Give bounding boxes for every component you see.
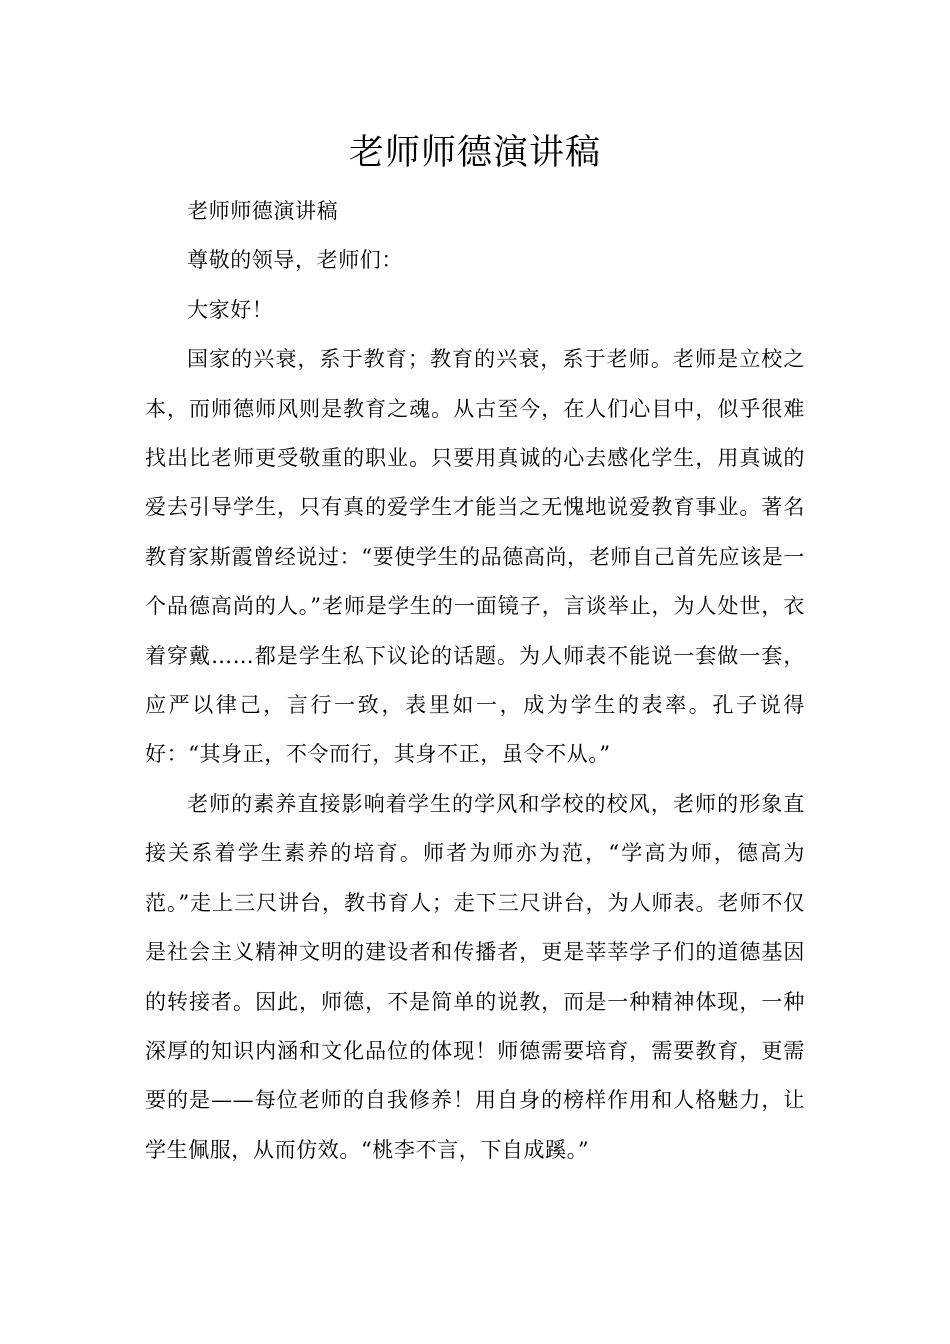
paragraph-salutation: 尊敬的领导，老师们：	[187, 248, 403, 273]
paragraph-subtitle: 老师师德演讲稿	[187, 199, 339, 223]
paragraph-body-1: 国家的兴衰，系于教育；教育的兴衰，系于老师。老师是立校之本，而师德师风则是教育之魂。从古至今，在人们心目中，似乎很难找出比老师更受敬重的职业。只要用真诚的心去感化学生，用真诚的爱去引导学生，只有真的爱学生才能当之无愧地说爱教育事业。著名教育家斯霞曾经说过：“要使学生的品德高尚，老师自己首先应该是一个品德高尚的人。”老师是学生的一面镜子，言谈举止，为人处世，衣着穿戴……都是学生私下议论的话题。为人师表不能说一套做一套，应严以律己，言行一致，表里如一，成为学生的表率。孔子说得好：“其身正，不令而行，其身不正，虽令不从。”	[145, 347, 805, 767]
paragraph-greeting: 大家好！	[187, 297, 274, 322]
document-title: 老师师德演讲稿	[348, 133, 601, 173]
document-body	[145, 187, 805, 1175]
paragraph-body-2: 老师的素养直接影响着学生的学风和学校的校风，老师的形象直接关系着学生素养的培育。师者为师亦为范，“学高为师，德高为范。”走上三尺讲台，教书育人；走下三尺讲台，为人师表。老师不仅是社会主义精神文明的建设者和传播者，更是莘莘学子们的道德基因的转接者。因此，师德，不是简单的说教，而是一种精神体现，一种深厚的知识内涵和文化品位的体现！师德需要培育，需要教育，更需要的是——每位老师的自我修养！用自身的榜样作用和人格魅力，让学生佩服，从而仿效。“桃李不言，下自成蹊。”	[145, 791, 805, 1162]
